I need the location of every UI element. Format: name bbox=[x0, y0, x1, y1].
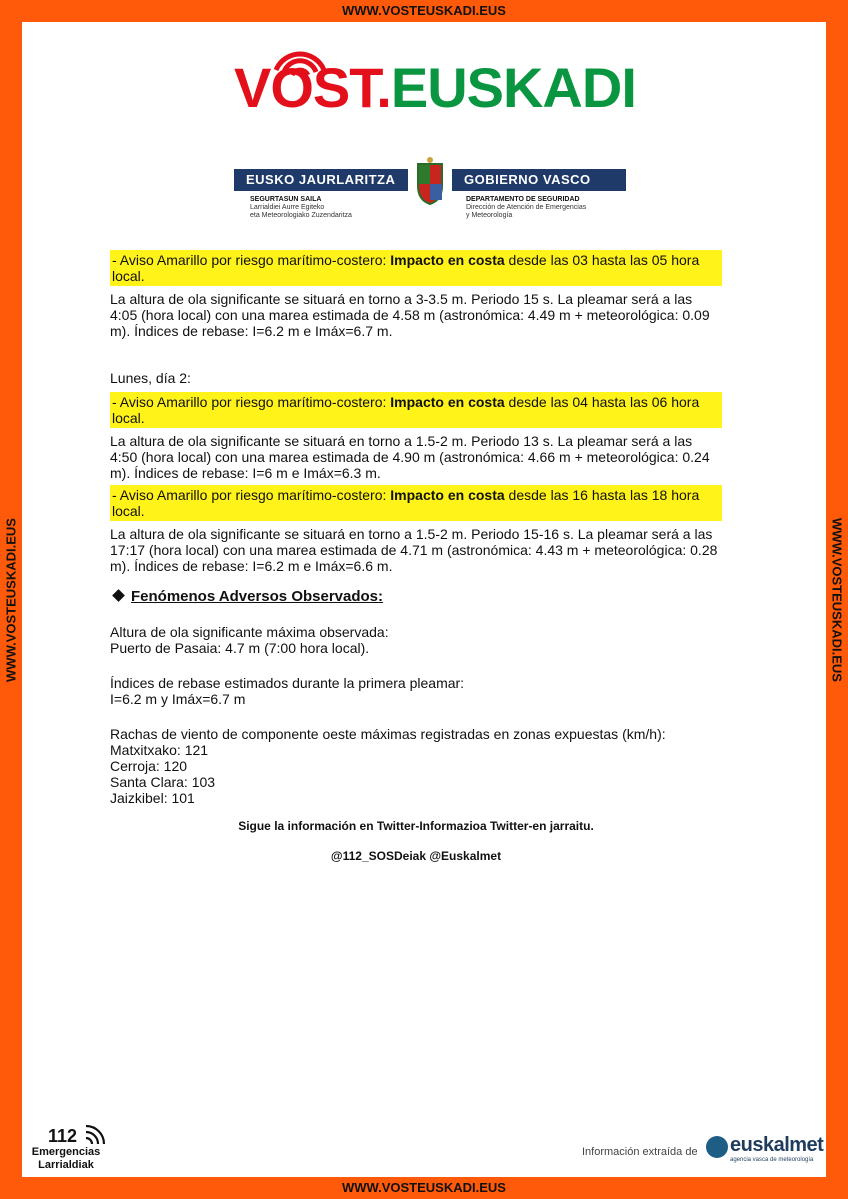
warning-3-detail: La altura de ola significante se situará en torno a 1.5-2 m. Periodo 15-16 s. La pleamar será a las 17:17 (hora local) con una marea estimada de 4.71 m (astronómica: 4.43 m + meteorológica: 0.28 m). Índices de rebase: I=6.2 m e Imáx=6.6 m. bbox=[110, 526, 718, 574]
gov-dept-spanish bbox=[466, 196, 586, 220]
euskalmet-logo bbox=[706, 1134, 822, 1168]
warning-3-impact: Impacto en costa bbox=[390, 487, 505, 503]
warning-2-heading bbox=[110, 392, 722, 428]
twitter-follow-line: Sigue la información en Twitter-Informazioa Twitter-en jarraitu. bbox=[238, 819, 594, 833]
spacer bbox=[110, 605, 722, 619]
emergencias-112-logo bbox=[26, 1122, 116, 1174]
logo-letter-o: O bbox=[270, 56, 313, 119]
logo-letter-v: V bbox=[234, 56, 271, 119]
vost-logo-wordmark bbox=[234, 56, 636, 120]
gov-dept-spanish-line1: Dirección de Atención de Emergencias bbox=[466, 204, 587, 211]
left-url-text: WWW.VOSTEUSKADI.EUS bbox=[3, 518, 19, 682]
coat-of-arms-icon bbox=[408, 156, 452, 208]
warning-1-detail: La altura de ola significante se situará en torno a 3-3.5 m. Periodo 15 s. La pleamar será a las 4:05 (hora local) con una marea estimada de 4.58 m (astronómica: 4.49 m + meteorológica: 0.09 m). Índices de rebase: I=6.2 m e Imáx=6.7 m. bbox=[110, 291, 710, 339]
bulletin-page bbox=[22, 22, 826, 1177]
warning-2-impact: Impacto en costa bbox=[390, 394, 505, 410]
warning-2-time: desde las 04 hasta las 06 hora local. bbox=[112, 394, 700, 426]
observed-wind-label: Rachas de viento de componente oeste máximas registradas en zonas expuestas (km/h): bbox=[110, 726, 666, 742]
spacer bbox=[110, 656, 722, 670]
source-credit: Información extraída de bbox=[582, 1146, 698, 1158]
warning-1-heading bbox=[110, 250, 722, 286]
gov-dept-basque-title: SEGURTASUN SAILA bbox=[250, 196, 322, 203]
logo-112-line1: Emergencias bbox=[31, 1146, 101, 1158]
wind-station: Matxitxako: 121 bbox=[110, 742, 209, 758]
gov-dept-spanish-line2: y Meteorología bbox=[466, 212, 513, 219]
gov-title-spanish: GOBIERNO VASCO bbox=[464, 172, 591, 187]
warning-2-detail: La altura de ola significante se situará en torno a 1.5-2 m. Periodo 13 s. La pleamar será a las 4:50 (hora local) con una marea estimada de 4.90 m (astronómica: 4.66 m + meteorológica: 0.24 m). Índices de rebase: I=6 m e Imáx=6.3 m. bbox=[110, 433, 710, 481]
observed-rebase-value: I=6.2 m y Imáx=6.7 m bbox=[110, 691, 246, 707]
wind-station: Santa Clara: 103 bbox=[110, 774, 216, 790]
left-url-banner bbox=[0, 0, 22, 1199]
gov-dept-basque-line2: eta Meteorologiako Zuzendaritza bbox=[250, 212, 352, 219]
warning-3-heading bbox=[110, 485, 722, 521]
logo-112-number: 112 bbox=[48, 1126, 78, 1146]
euskalmet-tagline: agencia vasca de meteorología bbox=[730, 1157, 814, 1163]
diamond-bullet-icon bbox=[112, 589, 125, 602]
warning-3-time: desde las 16 hasta las 18 hora local. bbox=[112, 487, 700, 519]
gobierno-vasco-banner bbox=[234, 156, 626, 222]
observed-wave-label: Altura de ola significante máxima observada: bbox=[110, 624, 389, 640]
logo-112-text bbox=[26, 1146, 106, 1172]
logo-word-euskadi: EUSKADI bbox=[390, 56, 636, 119]
twitter-handles[interactable]: @112_SOSDeiak @Euskalmet bbox=[330, 849, 502, 863]
vost-euskadi-logo bbox=[234, 50, 636, 124]
right-url-text: WWW.VOSTEUSKADI.EUS bbox=[829, 518, 845, 682]
gov-dept-spanish-title: DEPARTAMENTO DE SEGURIDAD bbox=[466, 196, 580, 203]
observed-wave-value: Puerto de Pasaia: 4.7 m (7:00 hora local). bbox=[110, 640, 370, 656]
gov-dept-basque bbox=[250, 196, 352, 220]
bulletin-body bbox=[110, 250, 722, 864]
logo-letters-st: ST. bbox=[312, 56, 391, 119]
day-label: Lunes, día 2: bbox=[110, 370, 191, 386]
gov-title-basque: EUSKO JAURLARITZA bbox=[246, 172, 396, 187]
wind-station: Jaizkibel: 101 bbox=[110, 790, 195, 806]
warning-1-impact: Impacto en costa bbox=[390, 252, 505, 268]
signal-waves-icon bbox=[82, 1122, 110, 1148]
euskalmet-name: euskalmet bbox=[730, 1134, 824, 1156]
right-url-banner bbox=[826, 0, 848, 1199]
warning-3-prefix: - Aviso Amarillo por riesgo marítimo-costero: bbox=[112, 487, 391, 503]
warning-1-prefix: - Aviso Amarillo por riesgo marítimo-costero: bbox=[112, 252, 391, 268]
warning-2-prefix: - Aviso Amarillo por riesgo marítimo-costero: bbox=[112, 394, 391, 410]
top-url-banner: WWW.VOSTEUSKADI.EUS bbox=[342, 3, 506, 18]
spacer bbox=[110, 707, 722, 721]
wind-station: Cerroja: 120 bbox=[110, 758, 188, 774]
globe-icon bbox=[706, 1136, 728, 1158]
observed-heading bbox=[110, 588, 722, 605]
gov-dept-basque-line1: Larrialdiei Aurre Egiteko bbox=[250, 204, 325, 211]
spacer bbox=[110, 339, 722, 365]
bottom-url-banner: WWW.VOSTEUSKADI.EUS bbox=[342, 1180, 506, 1195]
logo-112-line2: Larrialdiak bbox=[38, 1159, 94, 1171]
observed-title: Fenómenos Adversos Observados: bbox=[131, 588, 384, 605]
warning-1-time: desde las 03 hasta las 05 hora local. bbox=[112, 252, 700, 284]
observed-rebase-label: Índices de rebase estimados durante la primera pleamar: bbox=[110, 675, 465, 691]
